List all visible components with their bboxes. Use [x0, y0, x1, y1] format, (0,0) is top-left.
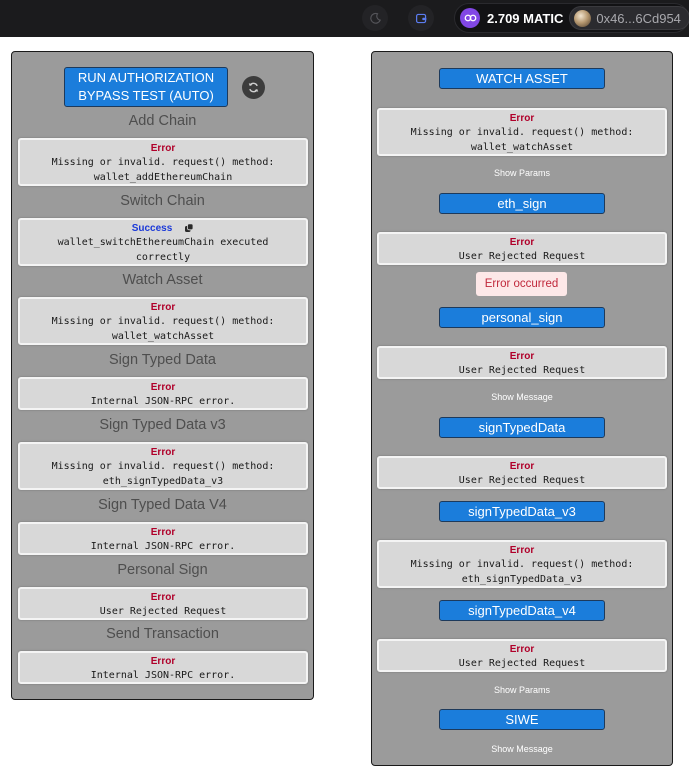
theme-toggle-button[interactable]: [362, 5, 388, 31]
wallet-button[interactable]: [408, 5, 434, 31]
result-sign-typed-data-v4: [377, 639, 667, 672]
result-message-line: Internal JSON-RPC error.: [90, 670, 236, 681]
result-message-line: Missing or invalid. request() method:: [410, 559, 634, 570]
status-label: Error: [509, 112, 535, 124]
section-title-add-chain: Add Chain: [128, 113, 197, 129]
result-send-transaction: [18, 651, 308, 684]
moon-icon: [369, 12, 382, 25]
status-label: Error: [150, 301, 176, 313]
wallet-icon: [415, 12, 428, 25]
result-message-line: wallet_addEthereumChain: [93, 172, 233, 183]
status-label: Error: [509, 236, 535, 248]
top-navbar: [0, 0, 689, 37]
refresh-button[interactable]: [242, 76, 265, 99]
result-message-line: Missing or invalid. request() method:: [410, 127, 634, 138]
result-message-line: wallet_watchAsset: [470, 142, 574, 153]
show-params-link[interactable]: Show Params: [493, 168, 551, 178]
result-eth-sign: [377, 232, 667, 265]
status-label: Error: [150, 526, 176, 538]
result-personal-sign: [377, 346, 667, 379]
section-title-sign-typed-data: Sign Typed Data: [109, 352, 216, 368]
result-sign-typed-data: [18, 377, 308, 410]
error-occurred-badge: Error occurred: [476, 272, 567, 296]
section-title-switch-chain: Switch Chain: [120, 193, 205, 209]
refresh-icon: [247, 81, 260, 94]
auth-bypass-test-panel: [11, 51, 314, 700]
result-message-line: Missing or invalid. request() method:: [51, 316, 275, 327]
result-message-line: correctly: [135, 252, 191, 263]
status-label: Error: [509, 350, 535, 362]
status-label: Success: [131, 222, 173, 234]
result-message-line: Internal JSON-RPC error.: [90, 541, 236, 552]
section-title-personal-sign: Personal Sign: [117, 562, 208, 578]
account-balance-pill[interactable]: [454, 3, 689, 33]
result-message-line: Internal JSON-RPC error.: [90, 396, 236, 407]
status-label: Error: [150, 591, 176, 603]
sign-typed-data-button[interactable]: signTypedData: [439, 417, 605, 438]
section-title-sign-typed-data-v3: Sign Typed Data v3: [99, 417, 226, 433]
result-message-line: Missing or invalid. request() method:: [51, 157, 275, 168]
result-message-line: wallet_watchAsset: [111, 331, 215, 342]
sign-typed-data-v3-button[interactable]: signTypedData_v3: [439, 501, 605, 522]
siwe-button[interactable]: SIWE: [439, 709, 605, 730]
result-message-line: eth_signTypedData_v3: [102, 476, 224, 487]
status-label: Error: [509, 544, 535, 556]
show-message-link[interactable]: Show Message: [491, 392, 553, 402]
result-message-line: User Rejected Request: [458, 251, 586, 262]
status-label: Error: [150, 142, 176, 154]
status-label: Error: [509, 643, 535, 655]
result-message-line: User Rejected Request: [458, 658, 586, 669]
balance-text: 2.709 MATIC: [487, 10, 564, 26]
polygon-matic-icon: [460, 8, 480, 28]
result-switch-chain: [18, 218, 308, 266]
watch-asset-button[interactable]: WATCH ASSET: [439, 68, 605, 89]
status-label: Error: [150, 381, 176, 393]
show-params-link[interactable]: Show Params: [493, 685, 551, 695]
result-sign-typed-data-v3: [18, 442, 308, 490]
result-message-line: User Rejected Request: [458, 365, 586, 376]
section-title-watch-asset: Watch Asset: [122, 272, 203, 288]
result-watch-asset: [18, 297, 308, 345]
result-sign-typed-data-v3: [377, 540, 667, 588]
avatar: [574, 10, 591, 27]
show-message-link[interactable]: Show Message: [491, 744, 553, 754]
section-title-send-transaction: Send Transaction: [106, 626, 219, 642]
eth-sign-button[interactable]: eth_sign: [439, 193, 605, 214]
account-address-button[interactable]: [569, 6, 689, 30]
status-label: Error: [150, 655, 176, 667]
result-message-line: eth_signTypedData_v3: [461, 574, 583, 585]
section-title-sign-typed-data-v4: Sign Typed Data V4: [98, 497, 227, 513]
status-label: Error: [150, 446, 176, 458]
copy-icon[interactable]: [184, 223, 194, 233]
result-sign-typed-data: [377, 456, 667, 489]
result-message-line: Missing or invalid. request() method:: [51, 461, 275, 472]
result-watch-asset: [377, 108, 667, 156]
sign-typed-data-v4-button[interactable]: signTypedData_v4: [439, 600, 605, 621]
status-label: Error: [509, 460, 535, 472]
result-message-line: User Rejected Request: [458, 475, 586, 486]
result-add-chain: [18, 138, 308, 186]
result-sign-typed-data-v4: [18, 522, 308, 555]
rpc-methods-panel: [371, 51, 673, 766]
personal-sign-button[interactable]: personal_sign: [439, 307, 605, 328]
address-text: 0x46...6Cd954: [596, 10, 681, 26]
result-personal-sign: [18, 587, 308, 620]
run-authorization-bypass-test-button[interactable]: RUN AUTHORIZATION BYPASS TEST (AUTO): [64, 67, 228, 107]
result-message-line: wallet_switchEthereumChain executed: [57, 237, 269, 248]
result-message-line: User Rejected Request: [99, 606, 227, 617]
